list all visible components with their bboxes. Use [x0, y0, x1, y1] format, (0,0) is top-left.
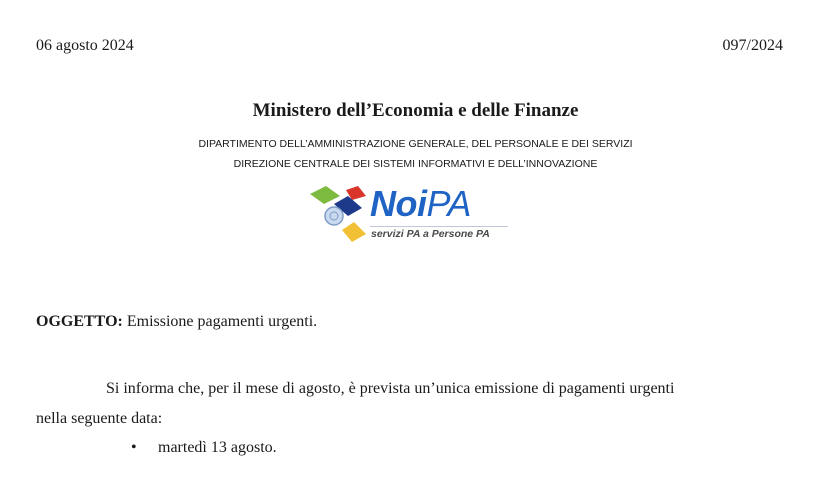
list-item — [131, 439, 277, 457]
bullet-icon: • — [131, 439, 137, 456]
body-paragraph — [36, 374, 784, 434]
logo-wordmark — [370, 184, 471, 224]
logo-green-tile — [310, 186, 340, 204]
department-name: DIPARTIMENTO DELL’AMMINISTRAZIONE GENERALE, DEL PERSONALE E DEI SERVIZI — [198, 138, 633, 150]
protocol-number: 097/2024 — [722, 37, 783, 54]
logo-yellow-tile — [342, 222, 366, 242]
logo-tagline: servizi PA a Persone PA — [371, 228, 490, 240]
subject-text: Emissione pagamenti urgenti. — [122, 313, 318, 330]
logo-underline — [370, 226, 508, 227]
noipa-logo — [306, 184, 512, 250]
logo-name-noi: Noi — [370, 183, 427, 224]
document-date: 06 agosto 2024 — [36, 37, 134, 54]
paragraph-line-1: Si informa che, per il mese di agosto, è prevista un’unica emissione di pagamenti urgenti — [106, 380, 675, 397]
ministry-title: Ministero dell’Economia e delle Finanze — [252, 100, 579, 121]
paragraph-line-2: nella seguente data: — [36, 410, 163, 427]
noipa-logo-icon — [306, 184, 370, 250]
subject-line — [36, 313, 317, 331]
subject-label: OGGETTO: — [36, 313, 123, 330]
list-item-text: martedì 13 agosto. — [158, 439, 277, 456]
logo-name-pa: PA — [426, 183, 471, 224]
directorate-name: DIREZIONE CENTRALE DEI SISTEMI INFORMATIVI E DELL’INNOVAZIONE — [233, 158, 598, 170]
logo-globe — [325, 207, 343, 225]
